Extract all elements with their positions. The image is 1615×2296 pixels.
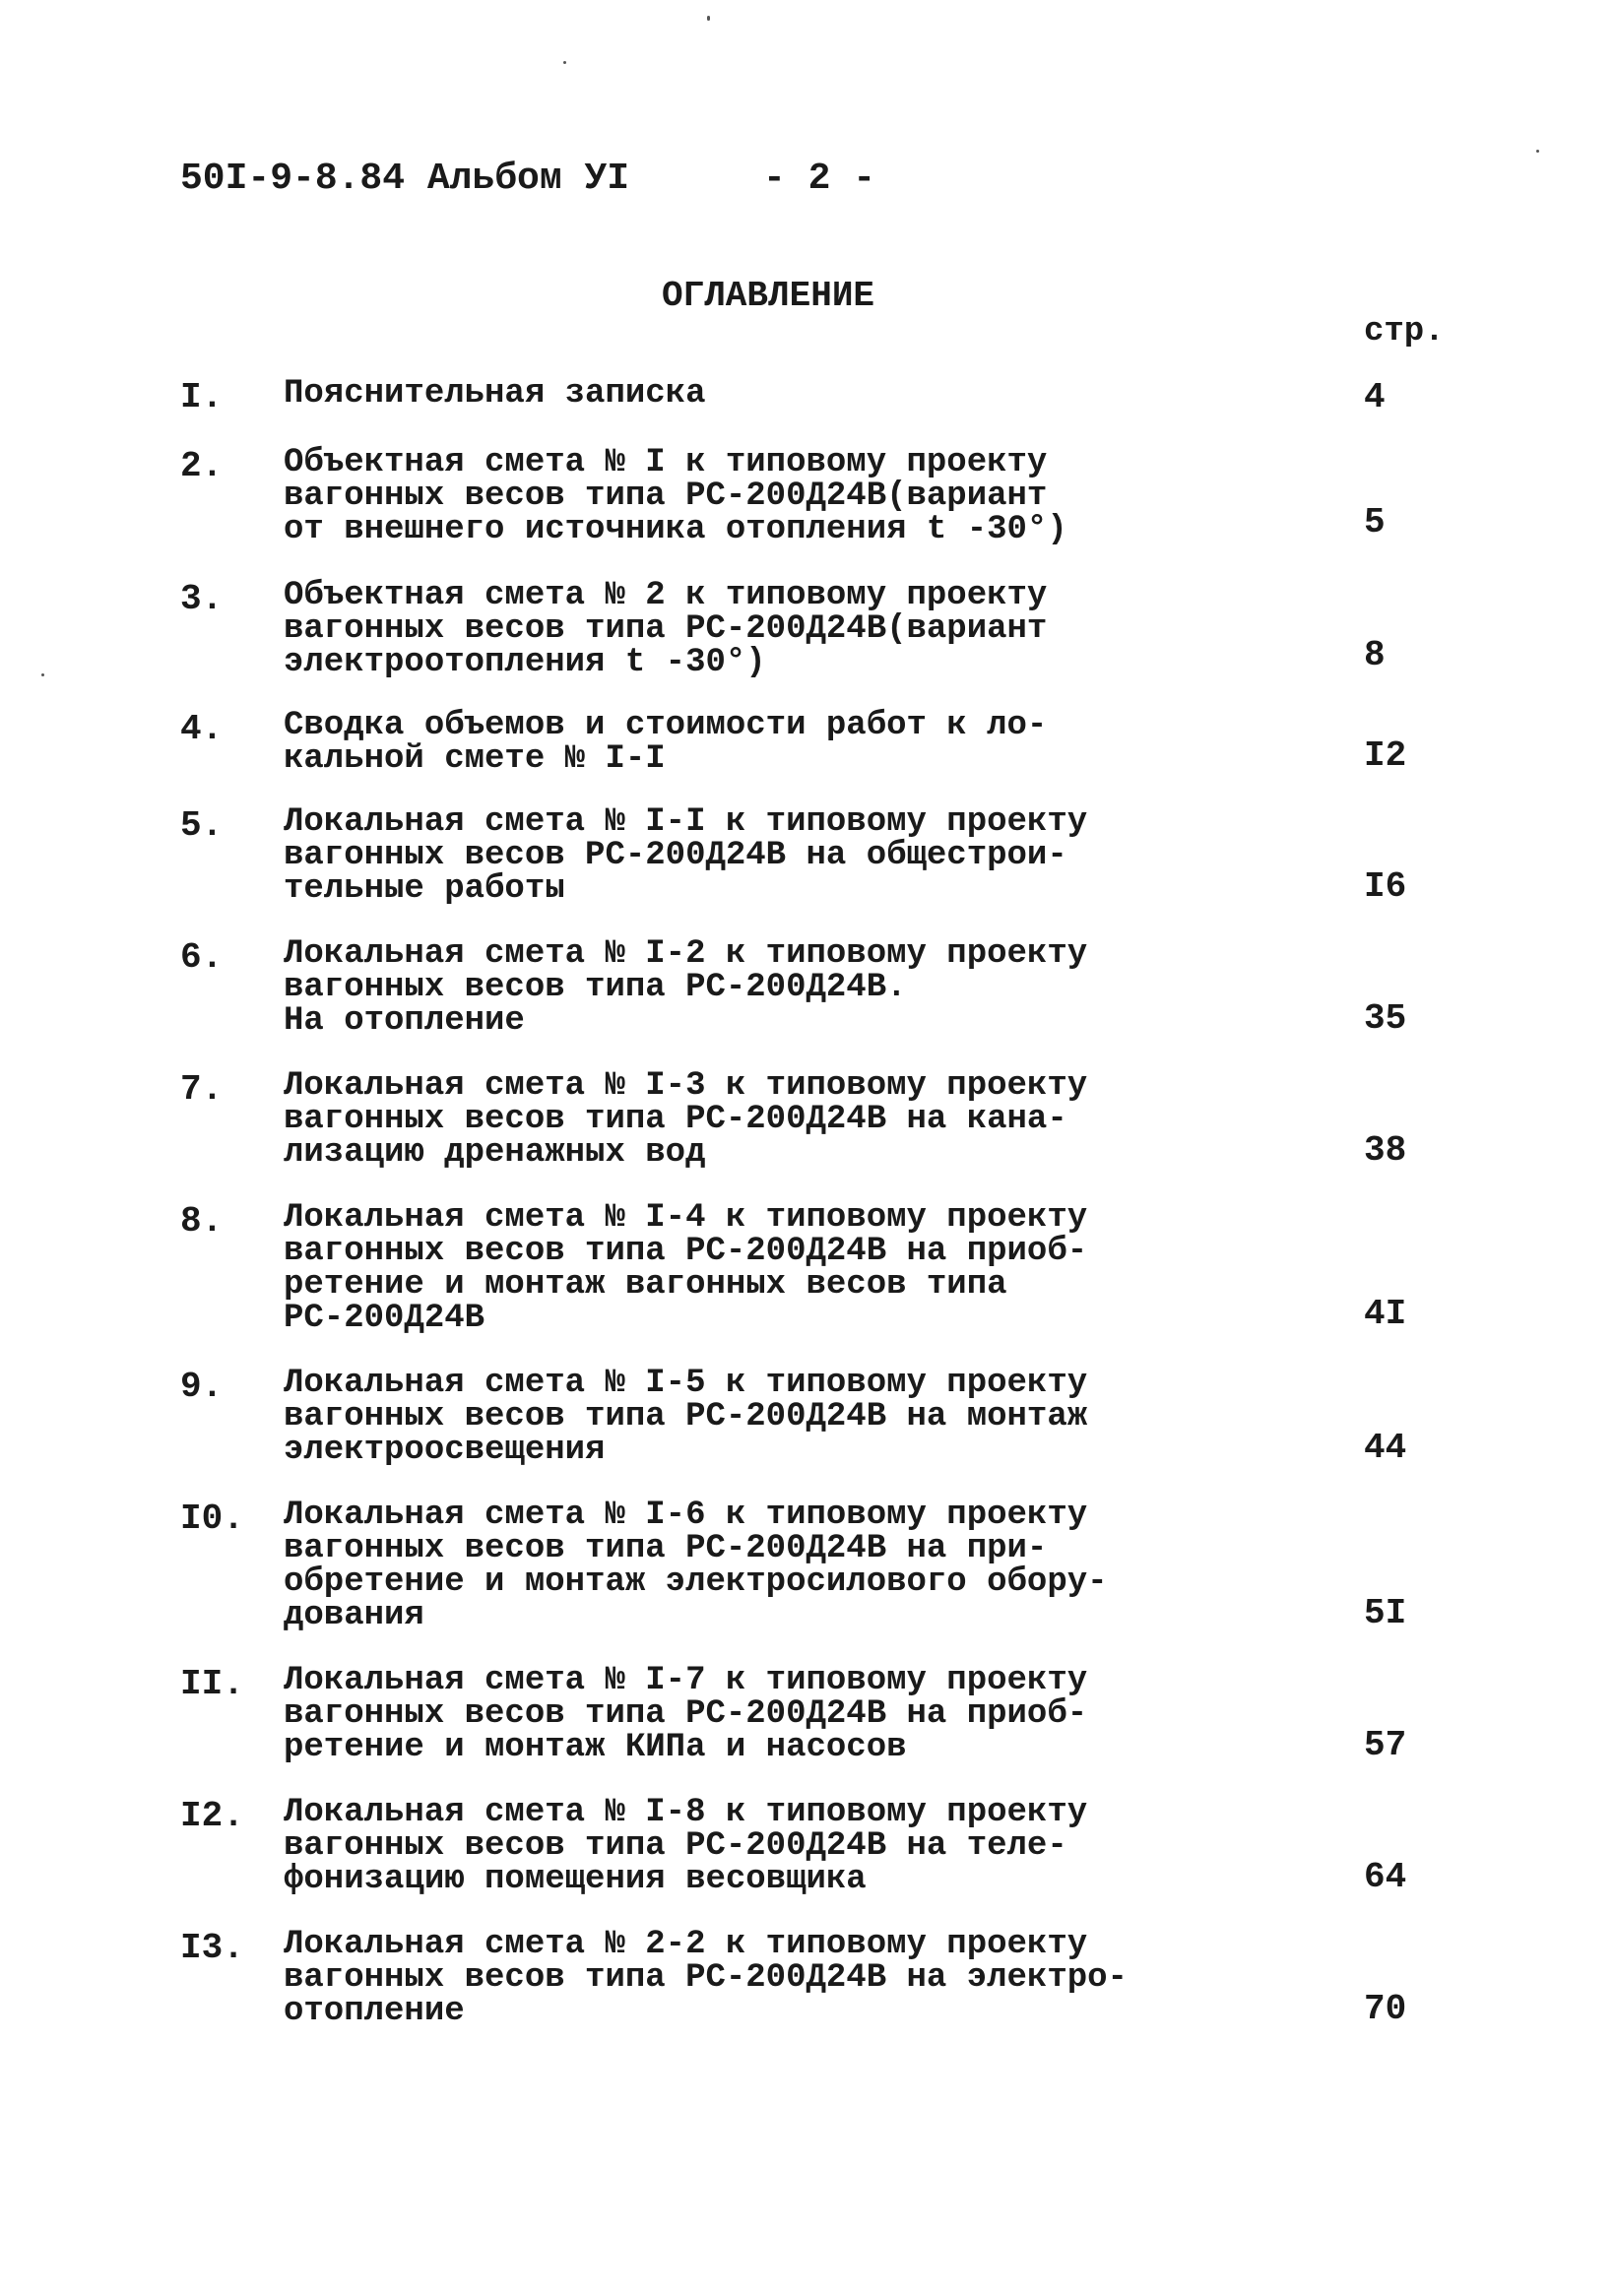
scan-speck: [41, 673, 44, 676]
toc-item-number: I3.: [180, 1928, 244, 1968]
toc-item-text: Сводка объемов и стоимости работ к ло- кальной смете № I-I: [284, 707, 1048, 778]
toc-item-number: II.: [180, 1664, 244, 1704]
toc-item-number: I2.: [180, 1796, 244, 1836]
toc-item-text: Локальная смета № 2-2 к типовому проекту вагонных весов типа РС-200Д24В на электро- отопление: [284, 1926, 1128, 2030]
toc-item-page: 5: [1364, 502, 1386, 542]
toc-item-page: I6: [1364, 866, 1407, 907]
toc-item-text: Объектная смета № I к типовому проекту вагонных весов типа РС-200Д24В(вариант от внешнего источника отопления t -30°): [284, 444, 1067, 548]
toc-item-text: Локальная смета № I-4 к типовому проекту вагонных весов типа РС-200Д24В на приоб- ретение и монтаж вагонных весов типа РС-200Д24В: [284, 1199, 1088, 1337]
toc-item-number: 8.: [180, 1201, 224, 1242]
toc-item-page: 38: [1364, 1130, 1407, 1171]
toc-item-number: 9.: [180, 1367, 224, 1407]
toc-item-page: 5I: [1364, 1593, 1407, 1633]
toc-item-text: Объектная смета № 2 к типовому проекту вагонных весов типа РС-200Д24В(вариант электроотопления t -30°): [284, 577, 1048, 681]
toc-item-text: Локальная смета № I-5 к типовому проекту вагонных весов типа РС-200Д24В на монтаж электроосвещения: [284, 1365, 1088, 1469]
scan-speck: [707, 16, 710, 21]
toc-item-text: Локальная смета № I-3 к типовому проекту вагонных весов типа РС-200Д24В на кана- лизацию дренажных вод: [284, 1067, 1088, 1172]
toc-item-number: 6.: [180, 937, 224, 978]
toc-item-page: 57: [1364, 1725, 1407, 1765]
toc-item-page: 35: [1364, 998, 1407, 1039]
toc-item-page: 70: [1364, 1989, 1407, 2029]
toc-item-text: Локальная смета № I-8 к типовому проекту вагонных весов типа РС-200Д24В на теле- фонизацию помещения весовщика: [284, 1794, 1088, 1898]
scan-speck: [563, 61, 566, 64]
toc-item-number: 7.: [180, 1069, 224, 1110]
page-column-label: стр.: [1364, 313, 1445, 351]
toc-item-number: 3.: [180, 579, 224, 619]
toc-item-number: I.: [180, 377, 224, 417]
toc-item-number: 4.: [180, 709, 224, 749]
document-code: 50I-9-8.84 Альбом УI: [180, 158, 630, 200]
toc-item-text: Локальная смета № I-2 к типовому проекту вагонных весов типа РС-200Д24В. На отопление: [284, 935, 1088, 1040]
toc-item-page: 64: [1364, 1857, 1407, 1897]
scan-speck: [1536, 150, 1539, 153]
toc-item-text: Локальная смета № I-7 к типовому проекту вагонных весов типа РС-200Д24В на приоб- ретение и монтаж КИПа и насосов: [284, 1662, 1088, 1766]
toc-item-text: Локальная смета № I-6 к типовому проекту вагонных весов типа РС-200Д24В на при- обретение и монтаж электросилового обору- дования: [284, 1497, 1108, 1634]
page-number: - 2 -: [763, 158, 876, 200]
toc-title: ОГЛАВЛЕНИЕ: [662, 276, 875, 316]
toc-item-page: 8: [1364, 635, 1386, 675]
toc-item-text: Локальная смета № I-I к типовому проекту вагонных весов РС-200Д24В на общестрои- тельные работы: [284, 803, 1088, 908]
toc-item-text: Пояснительная записка: [284, 375, 706, 413]
toc-item-page: I2: [1364, 735, 1407, 776]
toc-item-page: 44: [1364, 1428, 1407, 1468]
toc-item-page: 4I: [1364, 1294, 1407, 1334]
toc-item-number: 2.: [180, 446, 224, 486]
toc-item-number: I0.: [180, 1499, 244, 1539]
toc-item-page: 4: [1364, 377, 1386, 417]
toc-item-number: 5.: [180, 805, 224, 846]
